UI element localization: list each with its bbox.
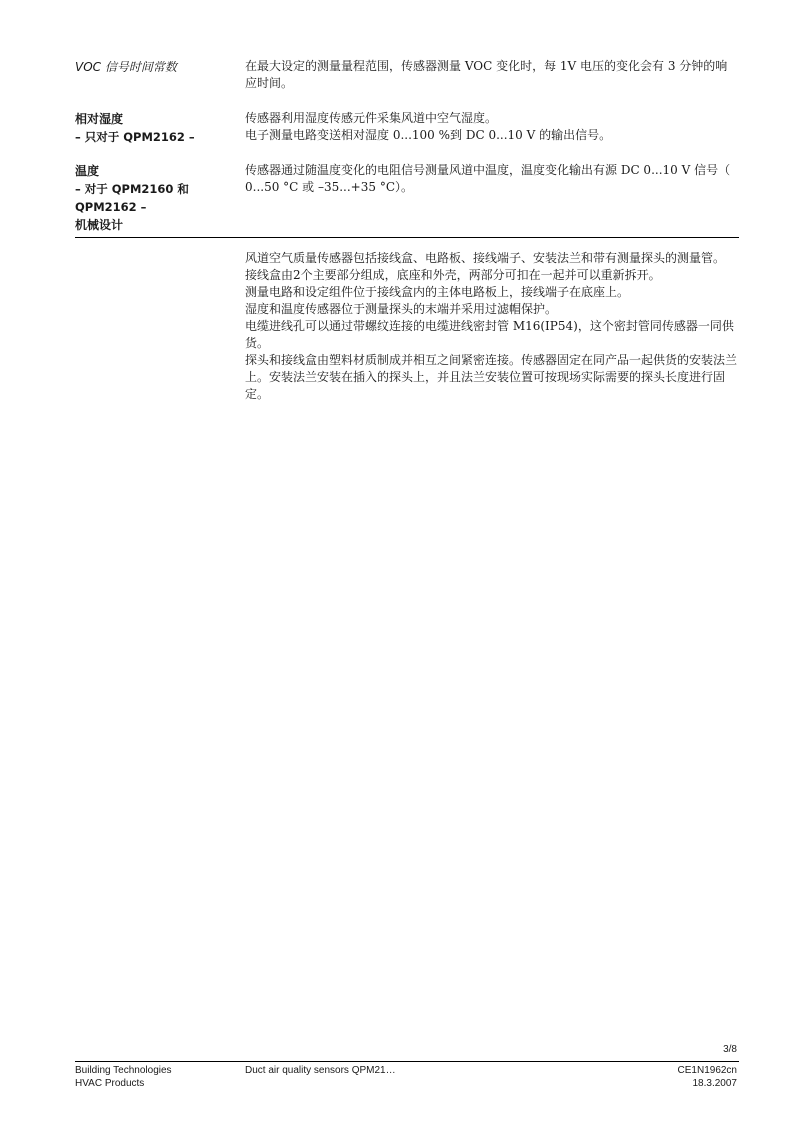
temperature-text: 传感器通过随温度变化的电阻信号测量风道中温度，温度变化输出有源 DC 0...10 V 信号（ 0...50 °C 或 –35...+35 °C）。	[245, 163, 731, 194]
temperature-body	[245, 162, 739, 196]
voc-body	[245, 58, 739, 92]
mechanical-paragraph-3: 测量电路和设定组件位于接线盒内的主体电路板上，接线端子在底座上。	[245, 285, 630, 299]
footer-doc-id: CE1N1962cn	[677, 1065, 737, 1076]
voc-label-text: VOC 信号时间常数	[75, 60, 177, 74]
footer-company-line-1: Building Technologies	[75, 1065, 172, 1076]
mechanical-title: 机械设计	[75, 218, 124, 232]
footer-company	[75, 1064, 172, 1090]
temperature-subtitle-1: – 对于 QPM2160 和	[75, 182, 189, 196]
mechanical-paragraph-2: 接线盒由2个主要部分组成，底座和外壳，两部分可扣在一起并可以重新拆开。	[245, 268, 661, 282]
humidity-subtitle: – 只对于 QPM2162 –	[75, 130, 195, 144]
mechanical-paragraph-5: 电缆进线孔可以通过带螺纹连接的电缆进线密封管 M16(IP54)，这个密封管同传感器一同供货。	[245, 319, 734, 350]
humidity-line-2: 电子测量电路变送相对湿度 0...100 %到 DC 0...10 V 的输出信号。	[245, 128, 612, 142]
temperature-label	[75, 162, 235, 234]
section-divider	[75, 237, 739, 238]
mechanical-paragraph-4: 湿度和温度传感器位于测量探头的末端并采用过滤帽保护。	[245, 302, 558, 316]
humidity-title: 相对湿度	[75, 112, 124, 126]
temperature-title: 温度	[75, 164, 100, 178]
mechanical-body	[245, 250, 739, 403]
humidity-label	[75, 110, 235, 146]
temperature-subtitle-2: QPM2162 –	[75, 200, 147, 214]
footer-date: 18.3.2007	[692, 1078, 737, 1089]
humidity-line-1: 传感器利用湿度传感元件采集风道中空气湿度。	[245, 111, 498, 125]
mechanical-paragraph-1: 风道空气质量传感器包括接线盒、电路板、接线端子、安装法兰和带有测量探头的测量管。	[245, 251, 726, 265]
voc-label	[75, 58, 235, 76]
voc-text: 在最大设定的测量量程范围，传感器测量 VOC 变化时，每 1V 电压的变化会有 3 分钟的响应时间。	[245, 59, 728, 90]
humidity-body	[245, 110, 739, 144]
footer-rule	[75, 1061, 739, 1062]
mechanical-paragraph-6: 探头和接线盒由塑料材质制成并相互之间紧密连接。传感器固定在同产品一起供货的安装法兰上。安装法兰安装在插入的探头上，并且法兰安装位置可按现场实际需要的探头长度进行固定。	[245, 353, 738, 401]
footer-company-line-2: HVAC Products	[75, 1078, 145, 1089]
page-number: 3/8	[723, 1044, 737, 1055]
footer-doc-title: Duct air quality sensors QPM21…	[245, 1065, 396, 1076]
footer-doc-info	[678, 1064, 737, 1090]
